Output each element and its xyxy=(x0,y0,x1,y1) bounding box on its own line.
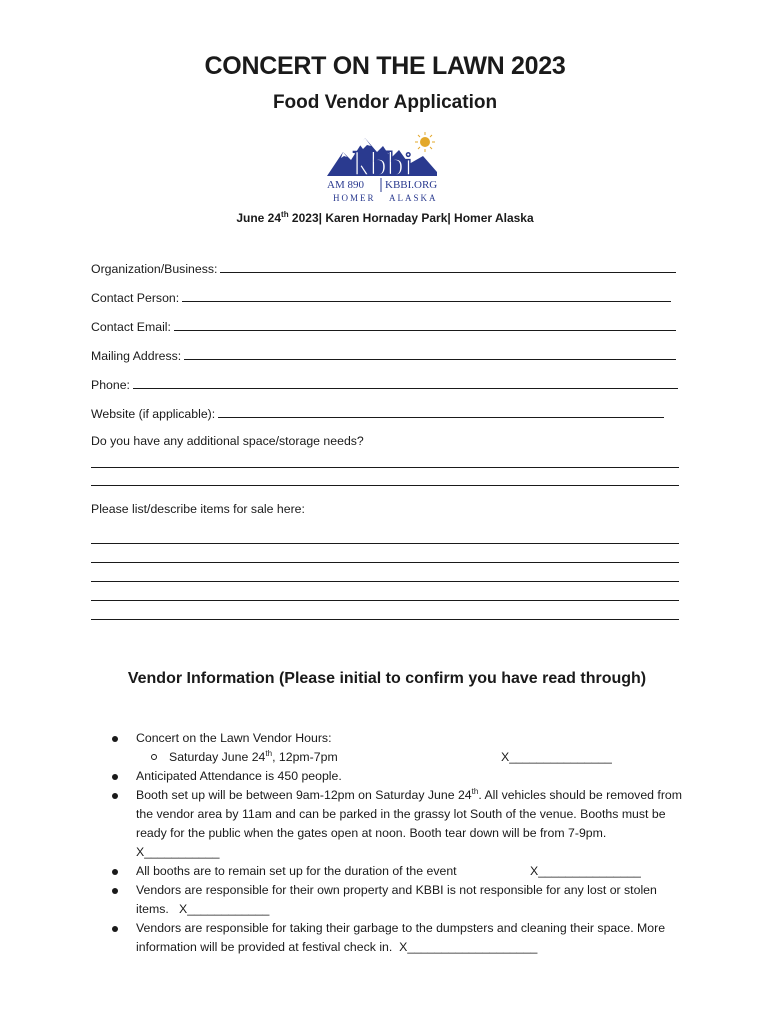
bullet-icon xyxy=(112,774,118,780)
logo-state: ALASKA xyxy=(389,193,438,203)
page-title: CONCERT ON THE LAWN 2023 xyxy=(204,52,566,80)
list-item: Booth set up will be between 9am-12pm on Saturday June 24th. All vehicles should be removed from the vendor area by 11am and can be parked in the grassy lot South of the venue. Booths must be ready for the public when the gates open at noon. Booth tear down will be from 7-9pm. X___________ xyxy=(91,786,691,862)
contact-person-field[interactable]: Contact Person: xyxy=(91,289,671,305)
items-prompt: Please list/describe items for sale here: xyxy=(91,502,305,516)
organization-field[interactable]: Organization/Business: xyxy=(91,260,676,276)
kbbi-logo-graphic xyxy=(325,130,447,204)
list-item: Concert on the Lawn Vendor Hours: xyxy=(91,729,691,748)
page-subtitle: Food Vendor Application xyxy=(272,92,498,113)
items-answer-line[interactable] xyxy=(91,600,679,601)
items-answer-line[interactable] xyxy=(91,619,679,620)
storage-answer-line[interactable] xyxy=(91,467,679,468)
bullet-icon xyxy=(112,888,118,894)
phone-field[interactable]: Phone: xyxy=(91,376,678,392)
items-answer-line[interactable] xyxy=(91,581,679,582)
logo-letters: kbbi xyxy=(352,146,414,183)
vendor-info-heading: Vendor Information (Please initial to confirm you have read through) xyxy=(127,670,647,687)
logo-site: KBBI.ORG xyxy=(385,179,438,191)
initial-field[interactable]: X_______________ xyxy=(530,864,641,878)
bullet-icon xyxy=(112,926,118,932)
kbbi-logo xyxy=(325,130,447,204)
website-field[interactable]: Website (if applicable): xyxy=(91,405,664,421)
items-answer-line[interactable] xyxy=(91,562,679,563)
items-answer-line[interactable] xyxy=(91,543,679,544)
list-item: Anticipated Attendance is 450 people. xyxy=(91,767,691,786)
logo-place: HOMER xyxy=(333,193,376,203)
logo-frequency: AM 890 xyxy=(327,179,364,191)
list-item: Saturday June 24th, 12pm-7pm X_______________ xyxy=(91,748,691,767)
list-item: Vendors are responsible for taking their garbage to the dumpsters and cleaning their space. More information will be provided at festival check in. X___________________ xyxy=(91,919,691,957)
bullet-icon xyxy=(112,869,118,875)
vendor-info-list xyxy=(91,729,691,957)
contact-email-field[interactable]: Contact Email: xyxy=(91,318,676,334)
list-item: All booths are to remain set up for the duration of the event X_______________ xyxy=(91,862,691,881)
event-details: June 24th 2023| Karen Hornaday Park| Homer Alaska xyxy=(236,210,534,225)
initial-field[interactable]: X____________ xyxy=(179,902,270,916)
bullet-icon xyxy=(151,754,157,760)
bullet-icon xyxy=(112,736,118,742)
list-item: Vendors are responsible for their own property and KBBI is not responsible for any lost or stolen items. X____________ xyxy=(91,881,691,919)
initial-field[interactable]: X_______________ xyxy=(501,750,612,764)
initial-field[interactable]: X___________ xyxy=(136,845,220,859)
initial-field[interactable]: X___________________ xyxy=(399,940,538,954)
storage-answer-line[interactable] xyxy=(91,485,679,486)
mailing-address-field[interactable]: Mailing Address: xyxy=(91,347,676,363)
bullet-icon xyxy=(112,793,118,799)
storage-question: Do you have any additional space/storage needs? xyxy=(91,434,364,448)
